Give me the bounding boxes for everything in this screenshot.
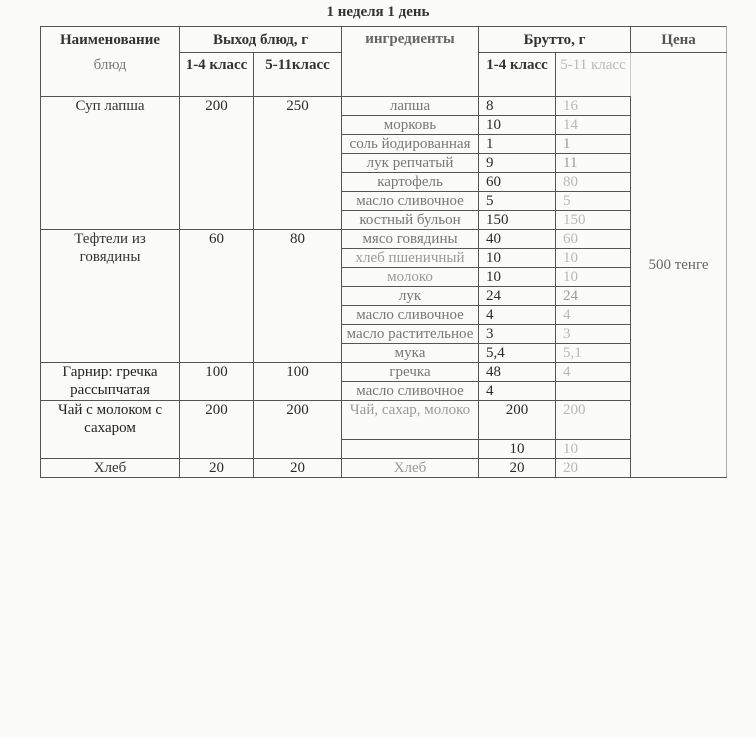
brutto-14: 8 [479,97,556,116]
table-row [41,97,727,116]
dish-yield-511: 80 [254,230,342,363]
brutto-14: 200 [479,401,556,440]
ingredient: морковь [342,116,479,135]
brutto-14: 1 [479,135,556,154]
dish-name: Чай с молоком с сахаром [41,401,180,459]
brutto-14: 10 [479,440,556,459]
brutto-511: 16 [556,97,631,116]
ingredient: лук репчатый [342,154,479,173]
dish-yield-511: 250 [254,97,342,230]
ingredient: мука [342,344,479,363]
ingredient: картофель [342,173,479,192]
brutto-511: 80 [556,173,631,192]
brutto-511: 5 [556,192,631,211]
brutto-14: 150 [479,211,556,230]
brutto-14: 4 [479,306,556,325]
ingredient: костный бульон [342,211,479,230]
ingredient: гречка [342,363,479,382]
header-name: Наименование [41,27,180,53]
brutto-14: 48 [479,363,556,382]
brutto-14: 9 [479,154,556,173]
price-value: 500 тенге [648,257,709,273]
ingredient: масло сливочное [342,382,479,401]
header-yield-14: 1-4 класс [180,53,254,97]
table-row [41,401,727,440]
brutto-511: 200 [556,401,631,440]
brutto-511: 1 [556,135,631,154]
table-row [41,363,727,382]
brutto-511: 4 [556,363,631,382]
brutto-511: 3 [556,325,631,344]
brutto-14: 5,4 [479,344,556,363]
header-yield-511: 5-11класс [254,53,342,97]
ingredient: лук [342,287,479,306]
ingredient: Чай, сахар, молоко [342,401,479,440]
dish-yield-511: 100 [254,363,342,401]
brutto-511 [556,382,631,401]
brutto-511: 4 [556,306,631,325]
ingredient: мясо говядины [342,230,479,249]
brutto-14: 3 [479,325,556,344]
ingredient: молоко [342,268,479,287]
page-title: 1 неделя 1 день [326,4,430,20]
dish-yield-14: 200 [180,97,254,230]
ingredient: масло сливочное [342,192,479,211]
header-brutto: Брутто, г [479,27,631,53]
menu-table [40,26,727,478]
ingredient: Хлеб [342,459,479,478]
ingredient: масло сливочное [342,306,479,325]
brutto-14: 4 [479,382,556,401]
brutto-511: 11 [556,154,631,173]
brutto-511: 14 [556,116,631,135]
brutto-511: 24 [556,287,631,306]
table-row [41,230,727,249]
ingredient [342,440,479,459]
table-row [41,459,727,478]
brutto-511: 60 [556,230,631,249]
ingredient: соль йодированная [342,135,479,154]
brutto-511: 10 [556,249,631,268]
brutto-511: 10 [556,440,631,459]
brutto-14: 10 [479,268,556,287]
header-price: Цена [631,27,727,53]
brutto-14: 40 [479,230,556,249]
dish-yield-14: 200 [180,401,254,459]
brutto-511: 20 [556,459,631,478]
dish-yield-14: 100 [180,363,254,401]
dish-yield-511: 200 [254,401,342,459]
header-brutto-14: 1-4 класс [479,53,556,97]
brutto-511: 10 [556,268,631,287]
header-ingredients: ингредиенты [342,27,479,97]
brutto-14: 20 [479,459,556,478]
header-name-sub: блюд [41,53,180,97]
dish-yield-14: 60 [180,230,254,363]
ingredient: хлеб пшеничный [342,249,479,268]
brutto-14: 10 [479,116,556,135]
brutto-14: 5 [479,192,556,211]
header-yield: Выход блюд, г [180,27,342,53]
brutto-14: 10 [479,249,556,268]
header-row [41,27,727,53]
dish-yield-511: 20 [254,459,342,478]
brutto-511: 150 [556,211,631,230]
dish-name: Гарнир: гречка рассыпчатая [41,363,180,401]
price-cell [631,53,727,478]
header-brutto-511: 5-11 класс [556,53,631,97]
brutto-14: 24 [479,287,556,306]
brutto-511: 5,1 [556,344,631,363]
dish-name: Тефтели из говядины [41,230,180,363]
dish-name: Суп лапша [41,97,180,230]
dish-yield-14: 20 [180,459,254,478]
ingredient: лапша [342,97,479,116]
dish-name: Хлеб [41,459,180,478]
ingredient: масло растительное [342,325,479,344]
brutto-14: 60 [479,173,556,192]
